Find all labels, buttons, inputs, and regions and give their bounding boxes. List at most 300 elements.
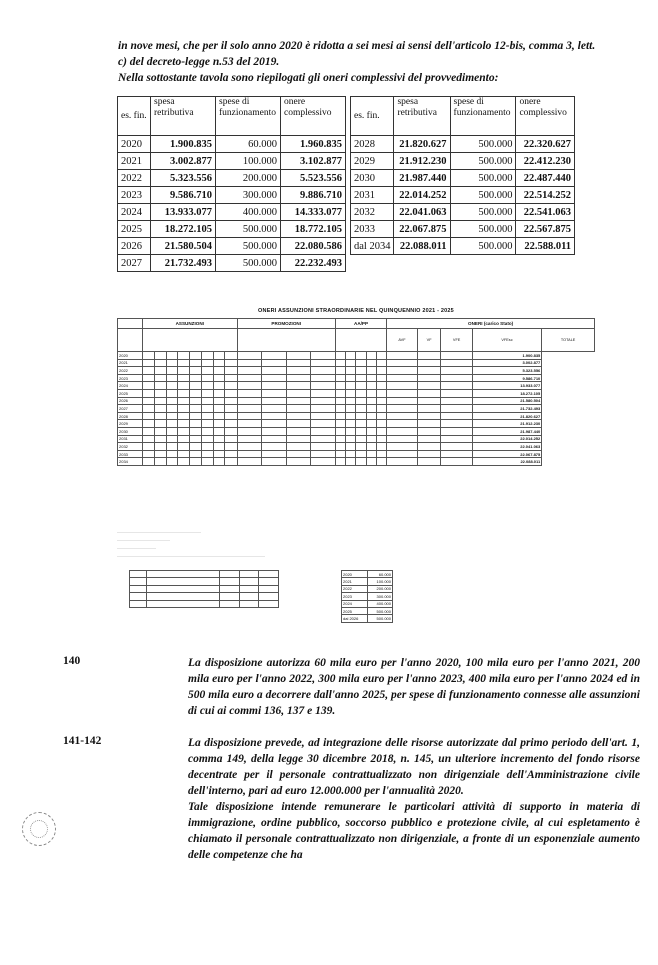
scan-cell <box>143 389 155 397</box>
scan-cell <box>154 443 166 451</box>
small-year: 2022 <box>342 585 368 592</box>
scan-row <box>118 420 595 428</box>
scan-row <box>118 405 595 413</box>
scan-cell <box>376 443 386 451</box>
summary-cell: 2026 <box>118 238 151 255</box>
scan-year: 2029 <box>118 420 143 428</box>
col-header: spese di funzionamento <box>216 97 281 136</box>
summary-table-header <box>351 97 575 136</box>
summary-cell: 18.272.105 <box>151 221 216 238</box>
scan-cell <box>286 397 311 405</box>
scan-cell <box>213 374 225 382</box>
summary-cell: 3.102.877 <box>281 153 346 170</box>
small-year: 2023 <box>342 593 368 600</box>
group-oneri: ONERI (carico Stato) <box>387 319 595 329</box>
scan-cell <box>143 412 155 420</box>
scan-cell <box>178 367 190 375</box>
scan-cell <box>366 427 376 435</box>
summary-cell: 22.080.586 <box>281 238 346 255</box>
scan-cell: 22.014.252 <box>472 435 541 443</box>
scan-cell <box>213 427 225 435</box>
sub-vfe: VFE <box>441 329 472 352</box>
scan-cell <box>237 435 262 443</box>
scanned-cost-table <box>117 308 595 622</box>
scan-cell <box>311 359 336 367</box>
scan-cell <box>441 427 472 435</box>
scan-cell <box>387 367 418 375</box>
scan-cell <box>190 389 202 397</box>
scan-cell <box>262 435 287 443</box>
scan-row <box>118 367 595 375</box>
scan-cell: 21.820.627 <box>472 412 541 420</box>
scan-cell <box>166 397 178 405</box>
summary-cell: 22.041.063 <box>394 204 450 221</box>
scan-cell <box>201 389 213 397</box>
scan-cell <box>286 405 311 413</box>
group-promozioni: PROMOZIONI <box>237 319 335 329</box>
scan-cell <box>356 374 366 382</box>
scan-cell <box>346 382 356 390</box>
scan-cell <box>346 435 356 443</box>
scan-cell <box>178 443 190 451</box>
small-year: 2021 <box>342 578 368 585</box>
scan-cell <box>376 458 386 466</box>
scan-year: 2034 <box>118 458 143 466</box>
summary-cell: 22.088.011 <box>394 238 450 255</box>
small-row <box>342 578 393 585</box>
scan-cell <box>166 405 178 413</box>
scan-cell <box>286 420 311 428</box>
scan-cell <box>154 412 166 420</box>
scan-cell <box>346 443 356 451</box>
group-assunzioni: ASSUNZIONI <box>143 319 238 329</box>
small-value: 100.000 <box>368 578 393 585</box>
summary-cell: 22.567.875 <box>516 221 575 238</box>
scan-cell <box>417 420 441 428</box>
summary-cell: 22.320.627 <box>516 136 575 153</box>
scan-cell <box>262 374 287 382</box>
scan-cell <box>286 374 311 382</box>
col-header: spesa retributiva <box>151 97 216 136</box>
scan-cell <box>387 420 418 428</box>
scan-year: 2023 <box>118 374 143 382</box>
scan-cell <box>237 458 262 466</box>
scan-cell <box>213 435 225 443</box>
col-header: es. fin. <box>351 97 394 136</box>
scan-cell <box>417 382 441 390</box>
scan-cell <box>213 443 225 451</box>
scan-cell <box>178 374 190 382</box>
scan-cell <box>166 458 178 466</box>
scan-cell <box>201 443 213 451</box>
summary-cell: 9.886.710 <box>281 187 346 204</box>
scan-cell <box>237 427 262 435</box>
scan-cell <box>286 367 311 375</box>
summary-row <box>351 238 575 255</box>
scan-cell <box>143 367 155 375</box>
summary-cell: 500.000 <box>216 238 281 255</box>
scan-cell <box>346 359 356 367</box>
summary-cell: 9.586.710 <box>151 187 216 204</box>
scan-cell <box>225 450 237 458</box>
scan-cell <box>376 382 386 390</box>
scan-cell <box>356 367 366 375</box>
scan-cell <box>190 427 202 435</box>
scan-cell <box>143 397 155 405</box>
scan-cell <box>387 389 418 397</box>
scan-cell <box>201 412 213 420</box>
scan-cell <box>366 374 376 382</box>
scan-cell <box>178 420 190 428</box>
scan-cell <box>346 412 356 420</box>
scan-cell <box>441 458 472 466</box>
summary-row <box>351 136 575 153</box>
scan-cell <box>387 443 418 451</box>
small-year: 2025 <box>342 607 368 614</box>
summary-cell: 13.933.077 <box>151 204 216 221</box>
scan-cell <box>154 359 166 367</box>
intro-line-3: Nella sottostante tavola sono riepilogati gli oneri complessivi del provvedimento: <box>118 72 499 84</box>
scan-cell <box>417 389 441 397</box>
scan-cell <box>356 397 366 405</box>
summary-row <box>118 187 346 204</box>
scan-cell <box>178 397 190 405</box>
summary-row <box>118 221 346 238</box>
scan-cell <box>213 359 225 367</box>
scan-cell <box>376 435 386 443</box>
scan-cell <box>178 389 190 397</box>
summary-cell: 2032 <box>351 204 394 221</box>
scan-cell <box>201 450 213 458</box>
scan-cell <box>225 405 237 413</box>
section-text-141-142-b: Tale disposizione intende remunerare le particolari attività di supporto in materia di immigrazione, ordine pubblico, soccorso pubblico e protezione civile, al cui espletamento è chiamato il personale contrattualizzato non dirigenziale, a fronte di un esponenziale aumento delle competenze che ha <box>188 801 640 861</box>
small-row <box>342 615 393 622</box>
scan-cell <box>376 389 386 397</box>
summary-cell: 2027 <box>118 255 151 272</box>
scan-cell <box>356 352 366 360</box>
scan-cell <box>417 405 441 413</box>
scan-cell <box>366 450 376 458</box>
scan-cell <box>286 435 311 443</box>
summary-cell: 500.000 <box>450 187 516 204</box>
scan-cell <box>346 420 356 428</box>
scan-row <box>118 427 595 435</box>
scan-cell: 9.586.710 <box>472 374 541 382</box>
scan-cell <box>154 420 166 428</box>
scan-cell <box>225 352 237 360</box>
scan-cell <box>376 420 386 428</box>
scan-cell <box>417 397 441 405</box>
scan-cell <box>190 405 202 413</box>
scan-cell <box>190 352 202 360</box>
scan-cell <box>166 450 178 458</box>
summary-cell: 2030 <box>351 170 394 187</box>
small-value: 60.000 <box>368 571 393 578</box>
scan-cell <box>166 367 178 375</box>
scan-footnote-3: ....................................... <box>117 546 156 550</box>
scan-cell <box>262 443 287 451</box>
scan-cell: 1.900.835 <box>472 352 541 360</box>
summary-cell: 500.000 <box>450 136 516 153</box>
summary-cell: 5.523.556 <box>281 170 346 187</box>
scan-cell <box>178 412 190 420</box>
scan-cell <box>178 458 190 466</box>
scan-cell <box>441 352 472 360</box>
summary-cell: 3.002.877 <box>151 153 216 170</box>
scan-cell <box>190 450 202 458</box>
summary-cell: 22.588.011 <box>516 238 575 255</box>
scan-cell <box>262 450 287 458</box>
scan-cell <box>441 389 472 397</box>
scan-cell <box>237 374 262 382</box>
scan-cell <box>154 397 166 405</box>
scan-cell <box>335 443 345 451</box>
scan-cell <box>201 420 213 428</box>
scan-cell <box>376 352 386 360</box>
scan-cell <box>262 359 287 367</box>
scan-cell <box>225 397 237 405</box>
scan-cell <box>237 420 262 428</box>
scan-row <box>118 359 595 367</box>
scan-cell <box>417 458 441 466</box>
scan-cell <box>311 382 336 390</box>
scan-cell <box>366 367 376 375</box>
section-label-141-142: 141-142 <box>63 735 102 747</box>
scan-cell <box>376 359 386 367</box>
col-header: es. fin. <box>118 97 151 136</box>
summary-cell: 2023 <box>118 187 151 204</box>
scan-year: 2027 <box>118 405 143 413</box>
scan-cell <box>166 359 178 367</box>
scan-cell <box>346 389 356 397</box>
summary-cell: 2021 <box>118 153 151 170</box>
scan-cell <box>356 359 366 367</box>
summary-cell: 22.487.440 <box>516 170 575 187</box>
scan-cell <box>376 412 386 420</box>
scan-cell <box>178 450 190 458</box>
scan-cell <box>213 382 225 390</box>
small-value: 300.000 <box>368 593 393 600</box>
qualifiche-table <box>129 570 279 608</box>
scan-cell <box>262 405 287 413</box>
summary-table-left <box>117 96 346 272</box>
summary-row <box>351 170 575 187</box>
small-row <box>342 571 393 578</box>
scan-cell <box>178 382 190 390</box>
scan-cell <box>366 405 376 413</box>
scan-cell <box>225 359 237 367</box>
scan-cell <box>201 405 213 413</box>
scan-cell <box>225 435 237 443</box>
summary-cell: 22.514.252 <box>516 187 575 204</box>
scan-title: ONERI ASSUNZIONI STRAORDINARIE NEL QUINQUENNIO 2021 - 2025 <box>258 308 454 314</box>
scan-cell <box>178 352 190 360</box>
summary-table-header <box>118 97 346 136</box>
small-row <box>342 600 393 607</box>
col-header: onere complessivo <box>516 97 575 136</box>
scan-cell <box>335 427 345 435</box>
scan-cell <box>441 405 472 413</box>
scan-cell <box>417 450 441 458</box>
scan-cell <box>178 405 190 413</box>
scan-cell <box>311 435 336 443</box>
scan-year: 2032 <box>118 443 143 451</box>
summary-cell: 100.000 <box>216 153 281 170</box>
scan-cell <box>366 443 376 451</box>
scan-cell: 21.580.504 <box>472 397 541 405</box>
scan-cell: 18.272.105 <box>472 389 541 397</box>
scan-year: 2031 <box>118 435 143 443</box>
summary-row <box>351 221 575 238</box>
scan-cell <box>366 352 376 360</box>
scan-cell <box>166 374 178 382</box>
scan-cell <box>262 412 287 420</box>
scan-cell <box>335 367 345 375</box>
scan-cell <box>154 374 166 382</box>
scan-cell <box>201 367 213 375</box>
small-year: 2020 <box>342 571 368 578</box>
scan-cell <box>346 405 356 413</box>
scan-cell <box>346 374 356 382</box>
summary-cell: 21.732.493 <box>151 255 216 272</box>
sub-vf: VF <box>417 329 441 352</box>
summary-cell: 2020 <box>118 136 151 153</box>
scan-cell <box>166 420 178 428</box>
scan-cell <box>143 359 155 367</box>
summary-row <box>118 255 346 272</box>
scan-cell <box>366 458 376 466</box>
scan-cell: 22.088.011 <box>472 458 541 466</box>
scan-cell <box>387 435 418 443</box>
scan-cell <box>190 420 202 428</box>
scan-cell <box>356 412 366 420</box>
scan-cell <box>213 352 225 360</box>
scan-cell <box>190 359 202 367</box>
scan-cell <box>417 367 441 375</box>
scan-cell <box>346 397 356 405</box>
scan-cell <box>376 367 386 375</box>
summary-cell: 2022 <box>118 170 151 187</box>
scan-cell <box>417 443 441 451</box>
scan-cell <box>213 367 225 375</box>
scan-cell <box>311 443 336 451</box>
scan-cell <box>213 397 225 405</box>
section-text-141-142 <box>188 735 640 863</box>
scan-cell: 3.002.877 <box>472 359 541 367</box>
summary-cell: dal 2034 <box>351 238 394 255</box>
summary-cell: 500.000 <box>450 170 516 187</box>
scan-row <box>118 374 595 382</box>
scan-cell <box>201 427 213 435</box>
scan-cell <box>225 420 237 428</box>
scan-cell <box>387 374 418 382</box>
summary-cell: 22.541.063 <box>516 204 575 221</box>
sub-totale: TOTALE <box>542 329 595 352</box>
scan-cell <box>225 412 237 420</box>
scan-cell <box>154 382 166 390</box>
scan-cell <box>154 435 166 443</box>
scan-cell <box>335 405 345 413</box>
scan-cell: 22.041.063 <box>472 443 541 451</box>
intro-line-1: in nove mesi, che per il solo anno 2020 è ridotta a sei mesi ai sensi dell'articolo 12-bis, comma 3, lett. <box>118 40 596 52</box>
scan-cell <box>225 458 237 466</box>
scan-cell <box>213 389 225 397</box>
scan-cell <box>441 420 472 428</box>
scan-cell <box>286 458 311 466</box>
summary-cell: 5.323.556 <box>151 170 216 187</box>
col-header: spese di funzionamento <box>450 97 516 136</box>
scan-row <box>118 450 595 458</box>
scan-cell <box>237 405 262 413</box>
scan-cell <box>346 458 356 466</box>
scan-cell <box>366 359 376 367</box>
scan-cell <box>387 359 418 367</box>
scan-cell <box>154 427 166 435</box>
scan-cell <box>311 427 336 435</box>
scan-cell: 21.987.440 <box>472 427 541 435</box>
scan-row <box>118 389 595 397</box>
scan-cell <box>366 389 376 397</box>
scan-cell <box>356 389 366 397</box>
scan-cell <box>376 427 386 435</box>
scan-cell <box>335 359 345 367</box>
scan-cell: 21.912.230 <box>472 420 541 428</box>
funzionamento-small-table <box>341 570 393 623</box>
scan-cell <box>154 405 166 413</box>
scan-cell <box>311 389 336 397</box>
summary-cell: 500.000 <box>450 153 516 170</box>
small-year: dal 2026 <box>342 615 368 622</box>
summary-cell: 21.987.440 <box>394 170 450 187</box>
scan-cell <box>286 389 311 397</box>
summary-row <box>351 204 575 221</box>
summary-cell: 22.014.252 <box>394 187 450 204</box>
scan-cell <box>376 374 386 382</box>
scan-cell <box>335 450 345 458</box>
scan-cell <box>356 450 366 458</box>
scan-cell <box>237 367 262 375</box>
assunzioni-table <box>117 318 595 466</box>
scan-cell <box>286 412 311 420</box>
scan-cell <box>225 367 237 375</box>
scan-cell <box>441 435 472 443</box>
summary-row <box>351 187 575 204</box>
scan-cell <box>166 435 178 443</box>
scan-cell <box>166 352 178 360</box>
group-aapp: AA/PP <box>335 319 386 329</box>
scan-cell <box>213 412 225 420</box>
summary-cell: 21.580.504 <box>151 238 216 255</box>
scan-year: 2025 <box>118 389 143 397</box>
scan-cell <box>366 420 376 428</box>
scan-cell <box>376 405 386 413</box>
scan-cell <box>143 427 155 435</box>
official-stamp <box>22 812 56 846</box>
scan-cell <box>335 389 345 397</box>
scan-row <box>118 397 595 405</box>
summary-row <box>118 136 346 153</box>
scan-cell <box>335 458 345 466</box>
scan-cell <box>346 367 356 375</box>
scan-cell <box>387 412 418 420</box>
scan-cell <box>417 359 441 367</box>
scan-cell <box>387 458 418 466</box>
scan-cell <box>311 352 336 360</box>
scan-row <box>118 412 595 420</box>
scan-cell <box>237 352 262 360</box>
scan-cell <box>190 443 202 451</box>
scan-cell <box>417 427 441 435</box>
